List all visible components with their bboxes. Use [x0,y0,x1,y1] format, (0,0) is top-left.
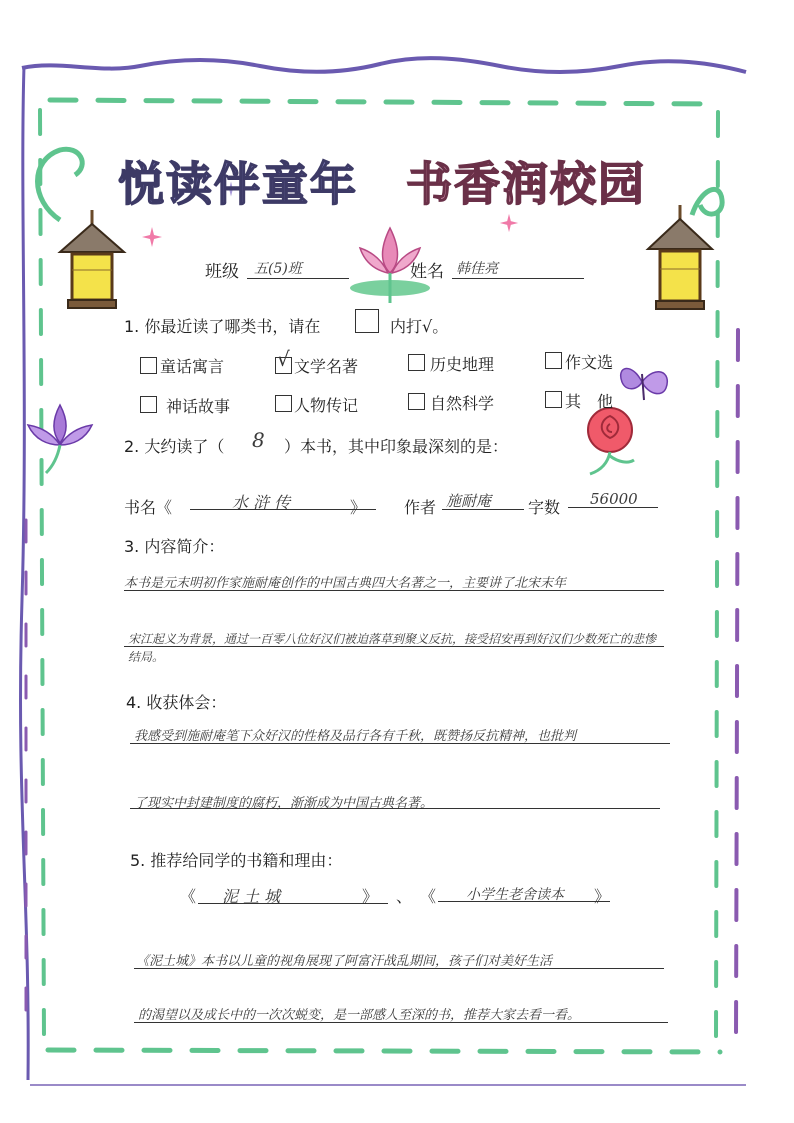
option-label-other: 其 他 [565,392,614,411]
star-icon [498,212,520,234]
option-checkbox-essays[interactable] [545,352,562,369]
check-mark-icon: √ [277,347,290,371]
option-checkbox-history-geo[interactable] [408,354,425,371]
book2-close: 》 [594,887,611,906]
star-icon [140,225,164,249]
recommended-book-2: 小学生老舍读本 [466,887,564,903]
option-checkbox-fairy-tales[interactable] [140,357,157,374]
reason-underline-1 [134,968,664,969]
book2-open: 《 [420,887,437,906]
q3-label: 3. 内容简介： [124,537,225,556]
word-count-label: 字数 [528,498,561,517]
option-label-essays: 作文选 [565,353,614,372]
recommended-book-1: 泥 土 城 [222,887,281,906]
class-label: 班级 [205,262,239,282]
q2-suffix: ）本书，其中印象最深刻的是： [284,437,509,456]
option-label-classics: 文学名著 [294,357,359,376]
author-label: 作者 [404,498,437,517]
author-underline [442,509,524,510]
recommend-reason-line-1: 《泥土城》本书以儿童的视角展现了阿富汗战乱期间，孩子们对美好生活 [136,954,553,969]
option-label-biographies: 人物传记 [294,396,359,415]
recommend-reason-line-2: 的渴望以及成长中的一次次蜕变，是一部感人至深的书，推荐大家去看一看。 [138,1008,581,1023]
lantern-left-icon [50,210,130,320]
option-checkbox-myths[interactable] [140,396,157,413]
lantern-right-icon [638,205,718,320]
summary-line-1: 本书是元末明初作家施耐庵创作的中国古典四大名著之一，主要讲了北宋末年 [124,576,567,591]
summary-line-2b: 结局。 [128,650,165,664]
reason-underline-2 [134,1022,668,1023]
book-separator: 、 [396,887,413,906]
name-value: 韩佳亮 [456,261,498,277]
book-title-value: 水 浒 传 [232,493,291,512]
word-count-underline [568,507,658,508]
summary-underline-1 [124,590,664,591]
summary-line-2: 宋江起义为背景，通过一百零八位好汉们被迫落草到聚义反抗，接受招安再到好汉们少数死亡的悲惨 [128,632,657,646]
book1-underline [198,903,388,904]
summary-underline-2 [124,646,664,647]
reflection-line-2: 了现实中封建制度的腐朽，渐渐成为中国古典名著。 [134,796,434,811]
q4-label: 4. 收获体会： [126,693,227,712]
reflection-underline-1 [130,743,670,744]
q1-prompt: 1. 你最近读了哪类书，请在 [124,317,321,336]
name-label: 姓名 [410,262,444,282]
q2-prompt: 2. 大约读了（ [124,437,225,456]
option-label-natural-science: 自然科学 [430,394,495,413]
book-title-underline [190,509,376,510]
option-checkbox-biographies[interactable] [275,395,292,412]
book-title-label: 书名《 [124,498,173,517]
rose-icon [578,402,642,482]
class-value: 五(5)班 [254,261,302,277]
book-count-value: 8 [252,428,265,452]
option-label-myths: 神话故事 [166,397,231,416]
option-label-history-geo: 历史地理 [430,355,495,374]
page-title-right: 书香润校园 [406,157,646,211]
book1-close: 》 [362,887,379,906]
q1-sample-box [355,309,379,333]
author-value: 施耐庵 [446,492,492,510]
q1-suffix: 内打√。 [390,317,449,336]
page-title-left: 悦读伴童年 [118,157,358,211]
book2-underline [438,901,610,902]
class-underline [247,278,349,279]
name-underline [452,278,584,279]
word-count-value: 56000 [590,490,638,508]
purple-flower-icon [20,395,100,475]
reflection-line-1: 我感受到施耐庵笔下众好汉的性格及品行各有千秋，既赞扬反抗精神，也批判 [134,729,577,744]
q5-label: 5. 推荐给同学的书籍和理由： [130,851,343,870]
option-label-fairy-tales: 童话寓言 [160,357,225,376]
option-checkbox-natural-science[interactable] [408,393,425,410]
book-title-close: 》 [350,498,367,517]
book1-open: 《 [180,887,197,906]
reflection-underline-2 [130,808,660,809]
option-checkbox-other[interactable] [545,391,562,408]
